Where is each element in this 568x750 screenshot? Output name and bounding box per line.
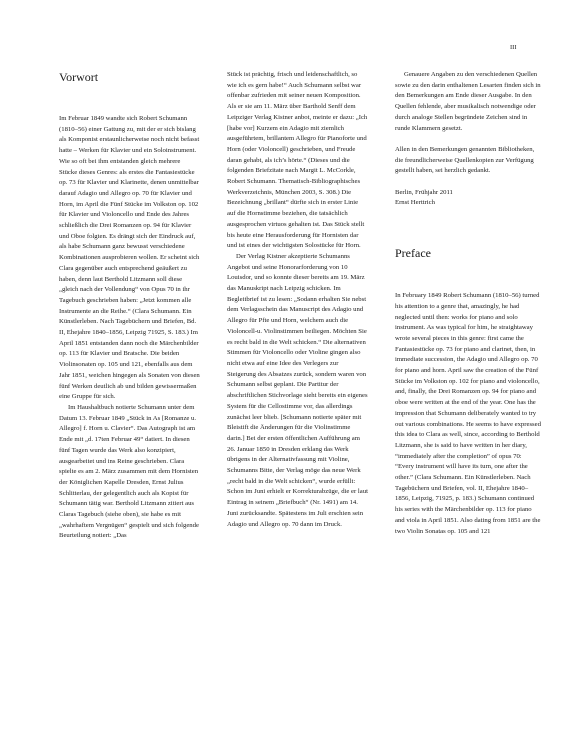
signature-name: Ernst Herttrich bbox=[395, 199, 435, 207]
vorwort-paragraph-6: Allen in den Bemerkungen genannten Bibliotheken, die freundlicherweise Quellenkopien zur Verfügung gestellt haben, sei herzlich gedankt. bbox=[395, 145, 535, 175]
signature-place-date: Berlin, Frühjahr 2011 bbox=[395, 188, 453, 196]
preface-paragraph-1: In February 1849 Robert Schumann (1810–56) turned his attention to a genre that, amazingly, he had neglected until then: works for piano and solo instrument. As was typical for him, he straightaway wrote several pieces in this genre: first came the Fantasiestücke op. 73 for piano and clarinet, then, in immediate succession, the Adagio und Allegro op. 70 for piano and horn. April saw the creation of the Fünf Stücke im Volkston op. 102 for piano and violoncello, and, finally, the Drei Romanzen op. 94 for piano and oboe were written at the end of the year. One has the impression that Schumann deliberately wanted to try out various combinations. He seems to have expressed this idea to Clara as well, since, according to Berthold Litzmann, she is said to have written in her diary, “immediately after the completion” of opus 70: “Every instrument will have its turn, one after the other.” (Clara Schumann. Ein Künstlerleben. Nach Tagebüchern und Briefen, vol. II, Ehejahre 1840–1856, Leipzig, 71925, p. 183.) Schumann continued his series with the Märchenbilder op. 113 for piano and viola in April 1851. Also dating from 1851 are the two Violin Sonatas op. 105 and 121 bbox=[395, 292, 541, 535]
vorwort-heading: Vorwort bbox=[59, 70, 99, 84]
column-1 bbox=[59, 70, 200, 542]
column-2 bbox=[227, 70, 368, 530]
vorwort-paragraph-3: Stück ist prächtig, frisch und leidenschaftlich, so wie ich es gern habe!“ Auch Schumann selbst war offenbar zufrieden mit seiner neuen Komposition. Als er sie am 11. März über Barthold Senff dem Leipziger Verlag Kistner anbot, meinte er dazu: „Ich [habe vor] Kurzem ein Adagio mit ziemlich ausgeführtem, brillantem Allegro für Pianoforte und Horn (oder Violoncell) geschrieben, und Freude daran gehabt, als ich’s hörte.“ (Dieses und die folgenden Briefzitate nach Margit L. McCorkle, Robert Schumann. Thematisch-Bibliographisches Werkverzeichnis, München 2003, S. 308.) Die Bezeichnung „brillant“ dürfte sich in erster Linie auf die Hornstimme beziehen, die tatsächlich ausgesprochen virtuos gehalten ist. Das Stück stellt bis heute eine Herausforderung für Hornisten dar und ist eines der wichtigsten Solostücke für Horn. bbox=[227, 71, 368, 250]
preface-heading: Preface bbox=[395, 246, 431, 261]
page-number: III bbox=[510, 44, 517, 51]
vorwort-paragraph-1: Im Februar 1849 wandte sich Robert Schumann (1810–56) einer Gattung zu, mit der er sich bislang als Komponist erstaunlicherweise noch nicht befasst hatte – Werken für Klavier und ein Soloinstrument. Wie so oft bei ihm entstanden gleich mehrere Stücke dieses Genres: als erstes die Fantasiestücke op. 73 für Klavier und Klarinette, denen unmittelbar darauf Adagio und Allegro op. 70 für Klavier und Horn, im April die Fünf Stücke im Volkston op. 102 für Klavier und Violoncello und Ende des Jahres schließlich die Drei Romanzen op. 94 für Klavier und Oboe folgten. Es drängt sich der Eindruck auf, als habe Schumann ganz bewusst verschiedene Kombinationen ausprobieren wollen. Er scheint sich Clara gegenüber auch entsprechend geäußert zu haben, denn laut Berthold Litzmann soll diese „gleich nach der Vollendung“ von Opus 70 in ihr Tagebuch geschrieben haben: „Jetzt kommen alle Instrumente an die Reihe.“ (Clara Schumann. Ein Künstlerleben. Nach Tagebüchern und Briefen, Bd. II, Ehejahre 1840–1856, Leipzig 71925, S. 183.) Im April 1851 entstanden dann noch die Märchenbilder op. 113 für Klavier und Bratsche. Die beiden Violinsonaten op. 105 und 121, ebenfalls aus dem Jahr 1851, weichen hingegen als Sonaten von diesen fünf Werken deutlich ab und bilden gewissermaßen eine Gruppe für sich. bbox=[59, 115, 200, 401]
vorwort-paragraph-2: Im Haushaltbuch notierte Schumann unter dem Datum 13. Februar 1849 „Stück in As [Romanze u. Allegro] f. Horn u. Clavier“. Das Autograph ist am Ende mit „d. 17ten Februar 49“ datiert. In diesen fünf Tagen wurde das Werk also konzipiert, ausgearbeitet und ins Reine geschrieben. Clara spielte es am 2. März zusammen mit dem Hornisten der Königlichen Kapelle Dresden, Ernst Julius Schlitterlau, der gelegentlich auch als Kopist für Schumann tätig war. Berthold Litzmann zitiert aus Claras Tagebuch (siehe oben), sie habe es mit „wahrhaftem Vergnügen“ gespielt und sich folgende Beurteilung notiert: „Das bbox=[59, 403, 199, 540]
column-3 bbox=[395, 70, 541, 537]
vorwort-paragraph-4: Der Verlag Kistner akzeptierte Schumanns Angebot und seine Honorarforderung von 10 Louisdor, und so konnte dieser bereits am 19. März das Manuskript nach Leipzig schicken. Im Begleitbrief ist zu lesen: „Sodann erhalten Sie nebst dem Verlagsschein das Manuscript des Adagio und Allegro für Pfte und Horn, welchem auch die Violoncell-u. Violinstimmen beiliegen. Möchten Sie es recht bald in die Welt schicken.“ Die alternativen Stimmen für Violoncello oder Violine gingen also nicht etwa auf eine Idee des Verlegers zur Steigerung des Absatzes zurück, sondern waren von Schumann selbst geplant. Die Partitur der abschriftlichen Stichvorlage sieht bereits ein eigenes System für die Cellostimme vor, das allerdings zunächst leer blieb. [Schumann notierte später mit Bleistift die Änderungen für die Violinstimme darin.] Bei der ersten öffentlichen Aufführung am 26. Januar 1850 in Dresden erklang das Werk übrigens in der Alternativfassung mit Violine, Schumanns Bitte, der Verlag möge das neue Werk „recht bald in die Welt schicken“, wurde erfüllt: Schon im Juni erhielt er Korrekturabzüge, die er laut Eintrag in seinem „Briefbuch“ (Nr. 1491) am 14. Juni zurücksandte. Spätestens im Juli erschien sein Adagio und Allegro op. 70 dann im Druck. bbox=[227, 252, 368, 528]
vorwort-paragraph-5: Genauere Angaben zu den verschiedenen Quellen sowie zu den darin enthaltenen Lesarten finden sich in den Bemerkungen am Ende dieser Ausgabe. In den Quellen fehlende, aber musikalisch notwendige oder durch analoge Stellen begründete Zeichen sind in runde Klammern gesetzt. bbox=[395, 71, 541, 132]
